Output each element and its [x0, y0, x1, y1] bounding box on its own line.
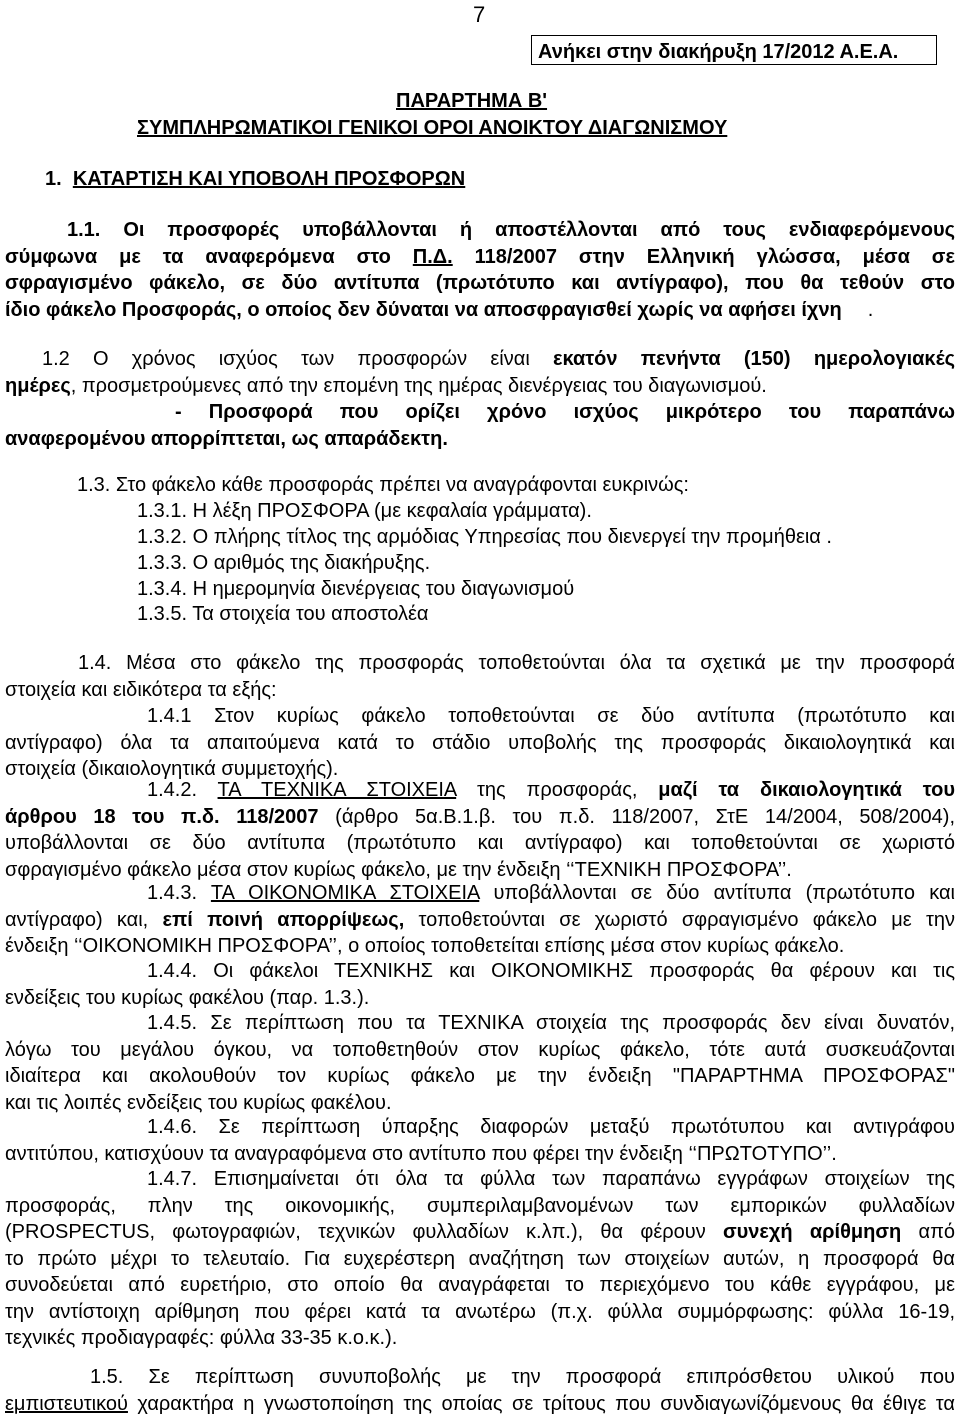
text-run: 1.4.2.	[147, 779, 218, 801]
paragraph-1-2	[5, 346, 955, 452]
text-line: σφραγισμένο φάκελο μέσα στον κυρίως φάκελο, με την ένδειξη ‘‘ΤΕΧΝΙΚΗ ΠΡΟΣΦΟΡΑ’’.	[5, 858, 792, 881]
annex-title: ΠΑΡΑΡΤΗΜΑ Β'	[396, 90, 548, 112]
text-line	[5, 804, 955, 831]
text-line: στοιχεία (δικαιολογητικά συμμετοχής).	[5, 758, 339, 780]
list-item-1-3-1: 1.3.1. Η λέξη ΠΡΟΣΦΟΡΑ (με κεφαλαία γράμματα).	[137, 500, 592, 522]
text-line	[5, 907, 955, 934]
list-item-1-3-3: 1.3.3. Ο αριθμός της διακήρυξης.	[137, 552, 431, 574]
text-line	[5, 1391, 955, 1418]
text-line: τεχνικές προδιαγραφές: φύλλα 33-35 κ.ο.κ.).	[5, 1327, 398, 1349]
text-run: από	[901, 1221, 955, 1243]
text-run: υποβάλλονται σε δύο αντίτυπα (πρωτότυπο και	[479, 882, 955, 904]
general-terms-title: ΣΥΜΠΛΗΡΩΜΑΤΙΚΟΙ ΓΕΝΙΚΟΙ ΟΡΟΙ ΑΝΟΙΚΤΟΥ ΔΙΑΓΩΝΙΣΜΟΥ	[137, 117, 728, 139]
text-run: σύμφωνα με τα αναφερόμενα στο	[5, 245, 413, 268]
text-line	[5, 1219, 955, 1246]
text-run: (PROSPECTUS, φωτογραφιών, τεχνικών φυλλαδίων κ.λπ.), θα φέρουν	[5, 1221, 723, 1243]
paragraph-1-3-intro: 1.3. Στο φάκελο κάθε προσφοράς πρέπει να αναγράφονται ευκρινώς:	[77, 474, 689, 496]
text-line	[5, 297, 955, 324]
text-line: αντίγραφο) όλα τα απαιτούμενα κατά το στάδιο υποβολής της προσφοράς δικαιολογητικά και	[5, 731, 955, 754]
text-line: 1.4.7. Επισημαίνεται ότι όλα τα φύλλα των παραπάνω εγγράφων στοιχείων της	[147, 1168, 955, 1190]
paragraph-1-5	[5, 1364, 955, 1417]
list-item-1-3-2: 1.3.2. Ο πλήρης τίτλος της αρμόδιας Υπηρεσίας που διενεργεί την προμήθεια .	[137, 526, 832, 548]
text-line	[5, 880, 955, 907]
text-run: αντίγραφο) και,	[5, 908, 163, 931]
text-run: εμπιστευτικού	[5, 1392, 128, 1415]
paragraph-1-1	[5, 217, 955, 323]
text-run: ΤΑ ΤΕΧΝΙΚΑ ΣΤΟΙΧΕΙΑ	[217, 779, 457, 801]
tender-reference-box: Ανήκει στην διακήρυξη 17/2012 Α.Ε.Α.	[531, 35, 937, 65]
text-line	[5, 373, 955, 400]
text-run: Π.Δ.	[412, 245, 453, 268]
text-line	[5, 346, 955, 373]
text-run: 1.2 Ο χρόνος ισχύος των προσφορών είναι	[42, 348, 553, 370]
text-line: ιδιαίτερα και ακολουθούν τον κυρίως φάκελο με την ένδειξη "ΠΑΡΑΡΤΗΜΑ ΠΡΟΣΦΟΡΑΣ"	[5, 1065, 955, 1087]
text-line: 1.4. Μέσα στο φάκελο της προσφοράς τοποθετούνται όλα τα σχετικά με την προσφορά	[78, 652, 955, 674]
text-line: - Προσφορά που ορίζει χρόνο ισχύος μικρότερο του παραπάνω	[175, 401, 955, 423]
text-run: συνεχή αρίθμηση	[722, 1221, 902, 1243]
text-line: αναφερομένου απορρίπτεται, ως απαράδεκτη.	[5, 427, 448, 450]
text-run: τοποθετούνται σε χωριστό σφραγισμένο φάκελο με την	[404, 908, 956, 931]
text-line: 1.4.1 Στον κυρίως φάκελο τοποθετούνται σε δύο αντίτυπα (πρωτότυπο και	[147, 705, 955, 727]
text-line: σφραγισμένο φάκελο, σε δύο αντίτυπα (πρωτότυπο και αντίγραφο), που θα τεθούν στο	[5, 272, 955, 294]
text-line: 1.5. Σε περίπτωση συνυποβολής με την προσφορά επιπρόσθετου υλικού που	[90, 1366, 955, 1388]
paragraph-1-4-3	[5, 880, 955, 960]
paragraph-1-4-5	[5, 1010, 955, 1116]
text-run: της προσφοράς,	[456, 779, 659, 801]
text-run: ημέρες	[5, 374, 71, 397]
list-item-1-3-5: 1.3.5. Τα στοιχεία του αποστολέα	[137, 603, 429, 625]
text-run: .	[867, 298, 874, 321]
text-run: χαρακτήρα η γνωστοποίηση της οποίας σε τρίτους που συνδιαγωνίζόμενους θα έθιγε τα	[127, 1392, 955, 1415]
text-run: 118/2007 στην Ελληνική γλώσσα, μέσα σε	[452, 245, 955, 268]
text-run: (άρθρο 5α.Β.1.β. του π.δ. 118/2007, ΣτΕ 14/2004, 508/2004),	[318, 805, 956, 828]
text-run: ίδιο φάκελο Προσφοράς, ο οποίος δεν δύναται να αποσφραγισθεί χωρίς να αφήσει ίχνη	[5, 298, 842, 321]
text-line: στοιχεία και ειδικότερα τα εξής:	[5, 678, 277, 701]
text-run: ΤΑ ΟΙΚΟΝΟΜΙΚΑ ΣΤΟΙΧΕΙΑ	[210, 882, 480, 904]
paragraph-1-4-4	[5, 958, 955, 1011]
text-line: την αντίστοιχη αρίθμηση που φέρει κατά τα ανωτέρω (π.χ. φύλλα συμμόρφωσης: φύλλα 16-19,	[5, 1300, 955, 1323]
text-line: λόγω του μεγάλου όγκου, να τοποθετηθούν στον κυρίως φάκελο, τότε αυτά συσκευάζονται	[5, 1038, 955, 1061]
text-line: 1.4.6. Σε περίπτωση ύπαρξης διαφορών μεταξύ πρωτότυπου και αντιγράφου	[147, 1116, 955, 1138]
text-line: και τις λοιπές ενδείξεις του κυρίως φακέλου.	[5, 1091, 392, 1114]
text-run: εκατόν πενήντα (150) ημερολογιακές	[552, 348, 955, 370]
text-run: άρθρου 18 του π.δ. 118/2007	[5, 805, 319, 828]
page-number: 7	[473, 2, 486, 27]
text-line	[5, 777, 955, 804]
text-line: προσφοράς, πλην της οικονομικής, συμπεριλαμβανομένων των εμπορικών φυλλαδίων	[5, 1194, 955, 1217]
text-run: επί ποινή απορρίψεως,	[162, 908, 405, 931]
text-line: συνοδεύεται από ευρετήριο, στο οποίο θα αναγράφεται το περιεχόμενο του κάθε εγγράφου, με	[5, 1274, 955, 1296]
text-run: μαζί τα δικαιολογητικά του	[658, 779, 955, 801]
section-1-heading	[45, 168, 465, 191]
text-line: υποβάλλονται σε δύο αντίτυπα (πρωτότυπο και αντίγραφο) και τοποθετούνται σε χωριστό	[5, 832, 955, 854]
text-line: αντιτύπου, κατισχύουν τα αναγραφόμενα στο αντίτυπο που φέρει την ένδειξη ‘‘ΠΡΩΤΟΤΥΠΟ’’.	[5, 1142, 837, 1165]
text-run: 1.4.3.	[147, 882, 211, 904]
text-line: ενδείξεις του κυρίως φακέλου (παρ. 1.3.).	[5, 986, 370, 1009]
text-run: , προσμετρούμενες από την επομένη της ημέρας διενέργειας του διαγωνισμού.	[70, 374, 767, 397]
paragraph-1-4-6	[5, 1114, 955, 1167]
paragraph-1-4-7	[5, 1166, 955, 1352]
text-line	[5, 244, 955, 271]
text-line: 1.1. Οι προσφορές υποβάλλονται ή αποστέλλονται από τους ενδιαφερόμενους	[67, 219, 955, 241]
text-line: το πρώτο μέχρι το τελευταίο. Για ευχερέστερη αναζήτηση των στοιχείων αυτών, η προσφορά θα	[5, 1247, 955, 1270]
text-line: 1.4.4. Οι φάκελοι ΤΕΧΝΙΚΗΣ και ΟΙΚΟΝΟΜΙΚΗΣ προσφοράς θα φέρουν και τις	[147, 960, 955, 982]
text-line: 1.4.5. Σε περίπτωση που τα ΤΕΧΝΙΚΑ στοιχεία της προσφοράς δεν είναι δυνατόν,	[147, 1012, 955, 1034]
text-line: ένδειξη ‘‘ΟΙΚΟΝΟΜΙΚΗ ΠΡΟΣΦΟΡΑ’’, ο οποίος τοποθετείται επίσης μέσα στον κυρίως φάκελο.	[5, 935, 845, 957]
section-1-title: ΚΑΤΑΡΤΙΣΗ ΚΑΙ ΥΠΟΒΟΛΗ ΠΡΟΣΦΟΡΩΝ	[72, 168, 466, 190]
list-item-1-3-4: 1.3.4. Η ημερομηνία διενέργειας του διαγωνισμού	[137, 578, 575, 600]
paragraph-1-4	[5, 650, 955, 703]
paragraph-1-4-1	[5, 703, 955, 783]
paragraph-1-4-2	[5, 777, 955, 883]
section-1-number: 1.	[45, 168, 62, 190]
